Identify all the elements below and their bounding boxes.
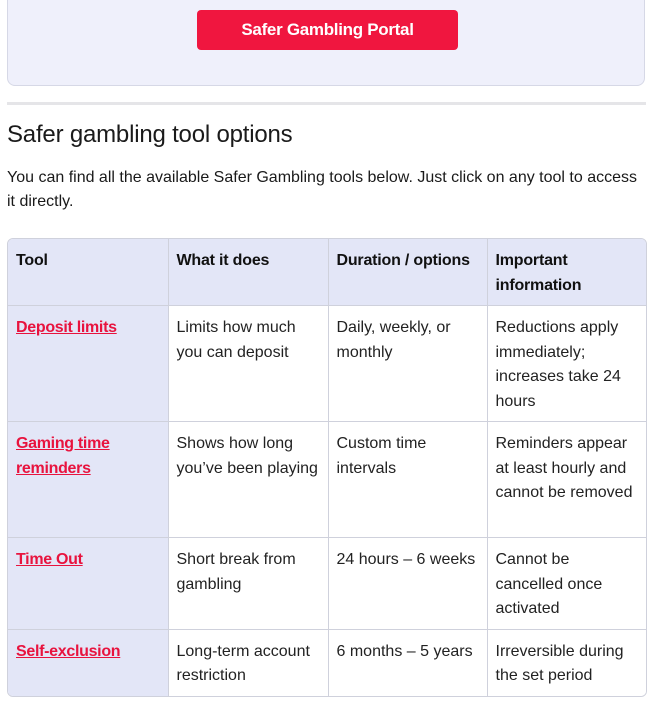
tool-cell (8, 629, 168, 696)
tool-cell (8, 538, 168, 630)
duration-cell: 24 hours – 6 weeks (328, 538, 487, 630)
time-out-link[interactable]: Time Out (16, 551, 83, 568)
what-cell: Shows how long you’ve been playing (168, 422, 328, 538)
self-exclusion-link[interactable]: Self-exclusion (16, 642, 121, 660)
what-cell: Short break from gambling (168, 538, 328, 630)
info-cell: Reminders appear at least hourly and cannot be removed (487, 422, 646, 538)
portal-card (7, 0, 645, 86)
duration-cell: Custom time intervals (328, 422, 487, 538)
section-title: Safer gambling tool options (7, 121, 293, 148)
table-row (8, 629, 646, 696)
header-important-info: Important information (487, 239, 646, 306)
table-row (8, 306, 646, 422)
tool-cell (8, 422, 168, 538)
section-intro: You can find all the available Safer Gambling tools below. Just click on any tool to access it directly. (7, 169, 637, 210)
gaming-time-reminders-link[interactable]: Gaming time reminders (16, 435, 110, 477)
info-cell: Cannot be cancelled once activated (487, 538, 646, 630)
table-header-row (8, 239, 646, 306)
tool-cell (8, 306, 168, 422)
tools-table (8, 239, 646, 696)
header-what-it-does: What it does (168, 239, 328, 306)
deposit-limits-link[interactable]: Deposit limits (16, 319, 117, 336)
table-row (8, 422, 646, 538)
what-cell: Limits how much you can deposit (168, 306, 328, 422)
tools-table-container (7, 238, 647, 697)
info-cell: Irreversible during the set period (487, 629, 646, 696)
section-divider (7, 102, 646, 105)
header-tool: Tool (8, 239, 168, 306)
header-duration: Duration / options (328, 239, 487, 306)
info-cell: Reductions apply immediately; increases take 24 hours (487, 306, 646, 422)
what-cell: Long-term account restriction (168, 629, 328, 696)
duration-cell: Daily, weekly, or monthly (328, 306, 487, 422)
duration-cell: 6 months – 5 years (328, 629, 487, 696)
table-row (8, 538, 646, 630)
safer-gambling-portal-button[interactable]: Safer Gambling Portal (197, 10, 458, 50)
